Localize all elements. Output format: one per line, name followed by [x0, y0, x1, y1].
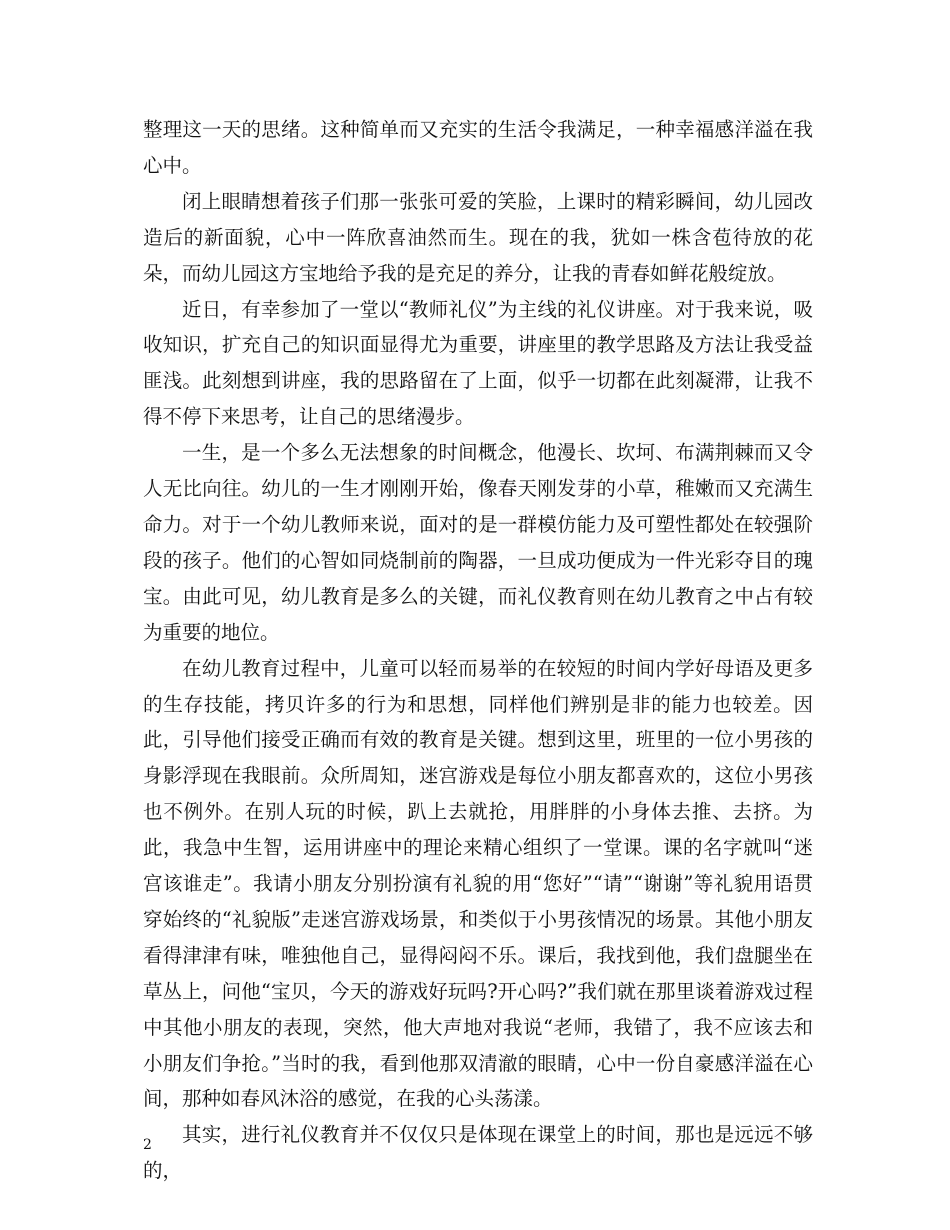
- paragraph: 闭上眼睛想着孩子们那一张张可爱的笑脸，上课时的精彩瞬间，幼儿园改造后的新面貌，心中一阵欣喜油然而生。现在的我，犹如一株含苞待放的花朵，而幼儿园这方宝地给予我的是充足的养分，让我的青春如鲜花般绽放。: [143, 189, 813, 285]
- paragraph: 近日，有幸参加了一堂以“教师礼仪”为主线的礼仪讲座。对于我来说，吸收知识，扩充自己的知识面显得尤为重要，讲座里的教学思路及方法让我受益匪浅。此刻想到讲座，我的思路留在了上面，似乎一切都在此刻凝滞，让我不得不停下来思考，让自己的思绪漫步。: [143, 297, 813, 429]
- paragraph: 其实，进行礼仪教育并不仅仅只是体现在课堂上的时间，那也是远远不够的，: [143, 1123, 813, 1183]
- paragraph: 在幼儿教育过程中，儿童可以轻而易举的在较短的时间内学好母语及更多的生存技能，拷贝许多的行为和思想，同样他们辨别是非的能力也较差。因此，引导他们接受正确而有效的教育是关键。想到这里，班里的一位小男孩的身影浮现在我眼前。众所周知，迷宫游戏是每位小朋友都喜欢的，这位小男孩也不例外。在别人玩的时候，趴上去就抢，用胖胖的小身体去推、去挤。为此，我急中生智，运用讲座中的理论来精心组织了一堂课。课的名字就叫“迷宫该谁走”。我请小朋友分别扮演有礼貌的用“您好”“请”“谢谢”等礼貌用语贯穿始终的“礼貌版”走迷宫游戏场景，和类似于小男孩情况的场景。其他小朋友看得津津有味，唯独他自己，显得闷闷不乐。课后，我找到他，我们盘腿坐在草丛上，问他“宝贝，今天的游戏好玩吗?开心吗?”我们就在那里谈着游戏过程中其他小朋友的表现，突然，他大声地对我说“老师，我错了，我不应该去和小朋友们争抢。”当时的我，看到他那双清澈的眼睛，心中一份自豪感洋溢在心间，那种如春风沐浴的感觉，在我的心头荡漾。: [143, 656, 813, 1111]
- paragraph-continued: 整理这一天的思绪。这种简单而又充实的生活令我满足，一种幸福感洋溢在我心中。: [143, 118, 813, 177]
- page-number: 2: [143, 1137, 152, 1153]
- paragraph: 一生，是一个多么无法想象的时间概念，他漫长、坎坷、布满荆棘而又令人无比向往。幼儿的一生才刚刚开始，像春天刚发芽的小草，稚嫩而又充满生命力。对于一个幼儿教师来说，面对的是一群模仿能力及可塑性都处在较强阶段的孩子。他们的心智如同烧制前的陶器，一旦成功便成为一件光彩夺目的瑰宝。由此可见，幼儿教育是多么的关键，而礼仪教育则在幼儿教育之中占有较为重要的地位。: [143, 441, 813, 644]
- document-body: [143, 112, 813, 1189]
